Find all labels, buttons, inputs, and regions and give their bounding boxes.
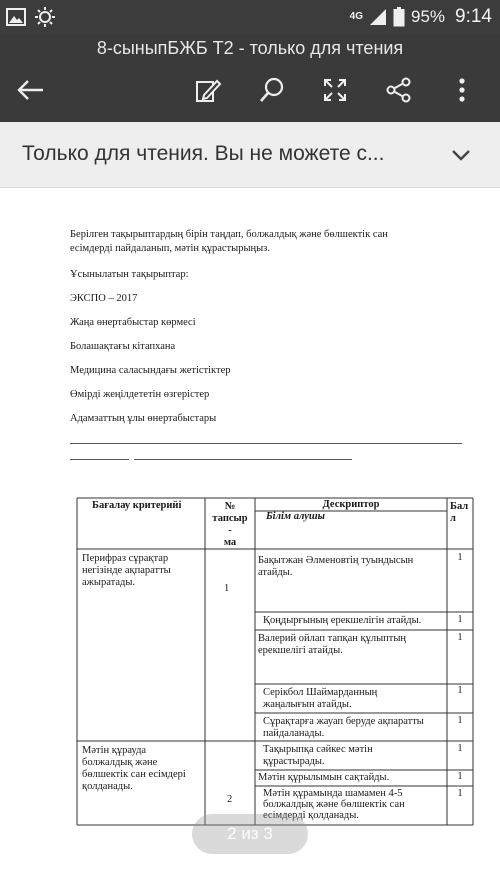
score-cell: 1 bbox=[457, 715, 463, 726]
document-title: 8-сыныпБЖБ Т2 - только для чтения bbox=[96, 38, 404, 58]
topic-item: Өмірді жеңілдететін өзгерістер bbox=[70, 389, 210, 400]
clock: 9:14 bbox=[455, 6, 492, 27]
fullscreen-icon bbox=[321, 76, 349, 104]
back-button[interactable] bbox=[14, 74, 46, 106]
back-arrow-icon bbox=[16, 76, 44, 104]
topic-item: ЭКСПО – 2017 bbox=[70, 293, 138, 304]
score-cell: 1 bbox=[457, 771, 463, 782]
more-vert-icon bbox=[448, 76, 476, 104]
descriptor-cell: Мәтін құрамында шамамен 4-5 болжалдық және бөлшектік сан есімдерді қолданады. bbox=[263, 788, 405, 821]
document-page[interactable] bbox=[0, 188, 500, 888]
battery-icon bbox=[393, 7, 405, 27]
criteria-header: Бағалау критерийі bbox=[92, 500, 182, 511]
descriptor-cell: Мәтін құрылымын сақтайды. bbox=[258, 772, 390, 783]
descriptor-header: Дескриптор bbox=[322, 499, 380, 510]
task-number-cell: 1 bbox=[224, 583, 230, 594]
share-icon bbox=[385, 76, 413, 104]
topic-item: Адамзаттың ұлы өнертабыстары bbox=[70, 413, 217, 424]
task-number-cell: 2 bbox=[227, 794, 233, 805]
battery-percent: 95% bbox=[410, 7, 446, 26]
status-bar bbox=[0, 0, 500, 34]
status-right bbox=[350, 6, 492, 28]
descriptor-cell: Валерий ойлап тапқан құлыптың ерекшелігі атайды. bbox=[258, 633, 407, 656]
intro-line-1: Берілген тақырыптардың бірін таңдап, болжалдық және бөлшектік сан bbox=[70, 229, 388, 240]
criteria-cell: Перифраз сұрақтар негізінде ақпаратты ажыратады. bbox=[82, 553, 171, 588]
share-button[interactable] bbox=[383, 74, 415, 106]
edit-icon bbox=[194, 76, 222, 104]
descriptor-cell: Серікбол Шаймарданның жаңалығын атайды. bbox=[263, 687, 378, 710]
score-header: Бал л bbox=[450, 501, 469, 524]
descriptor-cell: Сұрақтарға жауап беруде ақпаратты пайдаланады. bbox=[263, 716, 424, 739]
network-type: 4G bbox=[349, 11, 363, 22]
topics-heading: Ұсынылатын тақырыптар: bbox=[70, 269, 189, 280]
edit-button[interactable] bbox=[192, 74, 224, 106]
more-options-button[interactable] bbox=[446, 74, 478, 106]
descriptor-cell: Тақырыпқа сәйкес мәтін құрастырады. bbox=[263, 744, 373, 767]
topic-item: Болашақтағы кітапхана bbox=[70, 341, 176, 352]
learner-subheader: Білім алушы bbox=[266, 511, 325, 522]
score-cell: 1 bbox=[457, 743, 463, 754]
score-cell: 1 bbox=[457, 552, 463, 563]
topic-item: Жаңа өнертабыстар көрмесі bbox=[70, 317, 196, 328]
search-icon bbox=[258, 76, 286, 104]
status-left bbox=[6, 6, 56, 28]
read-only-message: Только для чтения. Вы не можете с... bbox=[22, 142, 385, 165]
read-only-banner[interactable] bbox=[0, 122, 500, 188]
app-bar bbox=[0, 34, 500, 122]
fullscreen-button[interactable] bbox=[319, 74, 351, 106]
chevron-down-icon[interactable] bbox=[448, 142, 474, 168]
page-indicator: 2 из 3 bbox=[192, 814, 308, 854]
score-cell: 1 bbox=[457, 614, 463, 625]
criteria-cell: Мәтін құрауда болжалдық және бөлшектік сан есімдері қолданады. bbox=[82, 745, 186, 792]
signal-icon bbox=[369, 8, 387, 26]
score-cell: 1 bbox=[457, 632, 463, 643]
intro-line-2: есімдерді пайдаланып, мәтін құрастырыңыз. bbox=[70, 243, 270, 254]
search-button[interactable] bbox=[256, 74, 288, 106]
descriptor-cell: Қоңдырғының ерекшелігін атайды. bbox=[263, 615, 422, 626]
gallery-notification-icon bbox=[6, 8, 26, 26]
topic-item: Медицина саласындағы жетістіктер bbox=[70, 365, 231, 376]
descriptor-cell: Бақытжан Әлменовтің туындысын атайды. bbox=[258, 555, 414, 578]
task-number-header: № тапсыр - ма bbox=[212, 501, 248, 548]
brightness-notification-icon bbox=[34, 6, 56, 28]
score-cell: 1 bbox=[457, 788, 463, 799]
score-cell: 1 bbox=[457, 685, 463, 696]
